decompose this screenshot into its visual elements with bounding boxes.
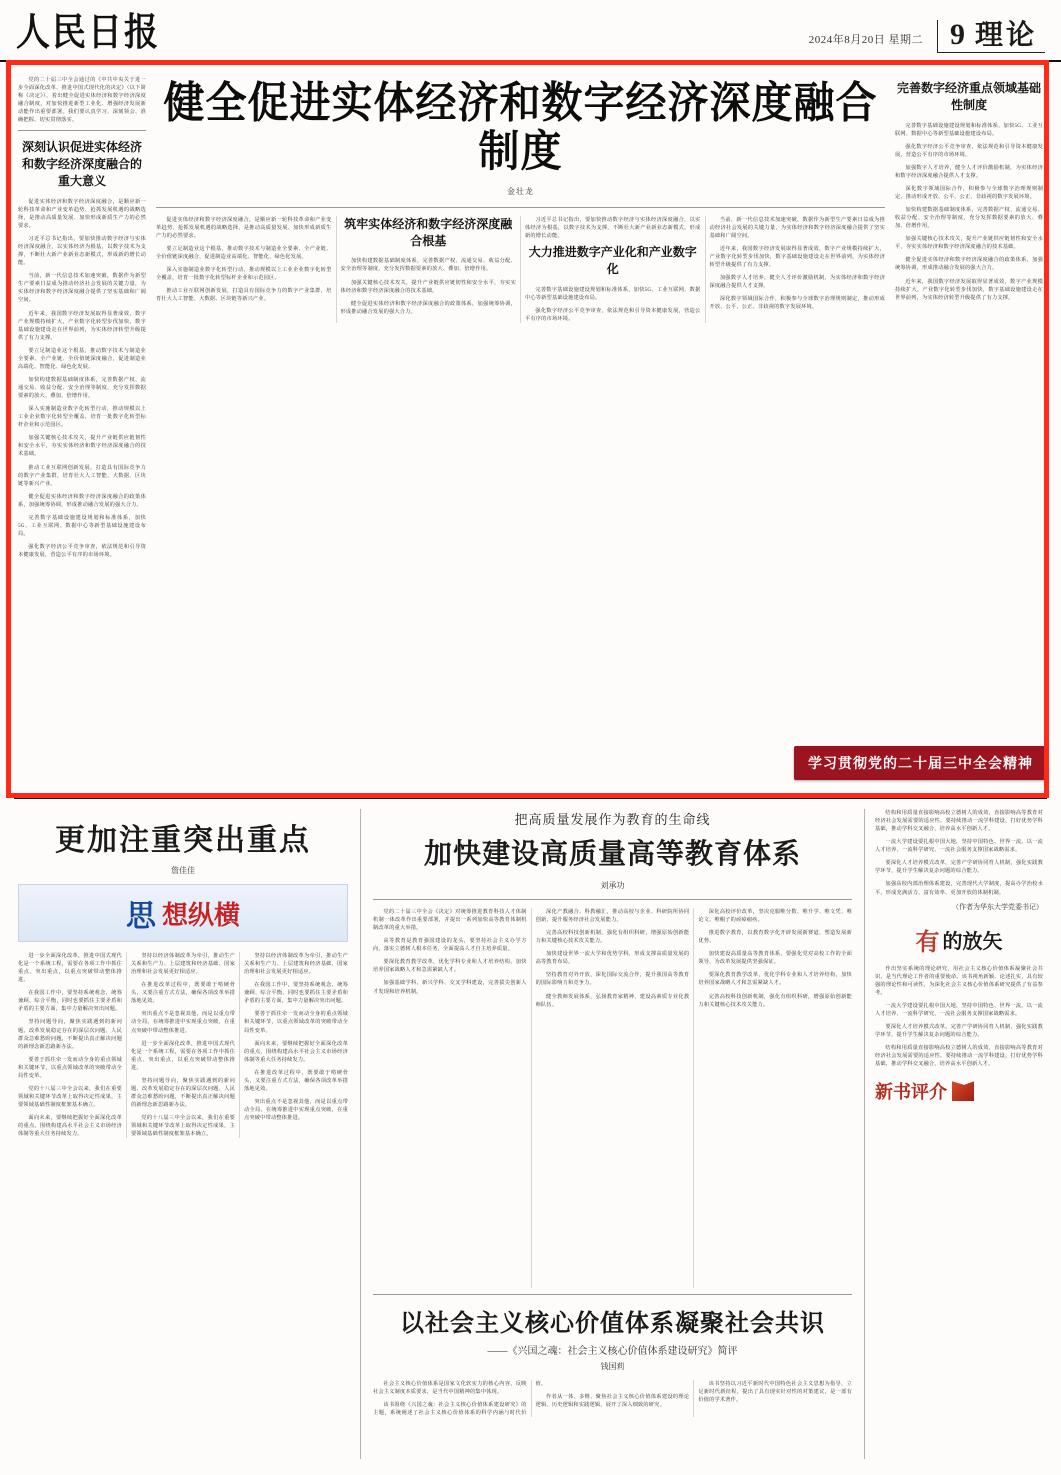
column-badge-xinshupingjie <box>875 1078 1043 1104</box>
badge-char-red: 有 <box>915 926 940 956</box>
column-logo-part2: 想纵横 <box>161 900 240 931</box>
bottom-mid-subtitle-2: ——《兴国之魂：社会主义核心价值体系建设研究》简评 <box>487 1346 738 1357</box>
bottom-right-column <box>864 809 1043 1459</box>
section-title-3: 大力推进数字产业化和产业数字化 <box>528 245 697 276</box>
masthead-right <box>809 20 1045 56</box>
campaign-banner: 学习贯彻党的二十届三中全会精神 <box>794 746 1047 780</box>
top-article-main-column <box>156 76 885 788</box>
bottom-mid-text-2: 社会主义核心价值体系是国家文化软实力的核心内容，反映社会主义制度本质要求，是当代中国精神的集中体现。 该书围绕《兴国之魂：社会主义核心价值体系建设研究》的主题，系统阐述了社会主义核心价值体系的科学内涵与时代价值。 作者从一体、多维、聚焦社会主义核心价值体系建设的理论逻辑、历史逻辑和实践逻辑，展开了深入细致的研究。 该书坚持以习近平新时代中国特色社会主义思想为指导，立足新时代新征程，提出了具有现实针对性的对策建议，是一部有价值的学术著作。 <box>373 1381 852 1417</box>
main-body-text: 完善数字基础设施建设规划和标准体系，加快5G、工业互联网、数据中心等新型基础设施建设布局。 强化数字经济公平竞争审查，依法规范和引导资本健康发展，营造公平有序的市场环境。 当前，新一代信息技术加速突破，数据作为新型生产要素日益成为推动经济社会发展的关键力量，为实体经济和数字经济深度融合提供了坚实基础和广阔空间。 近年来，我国数字经济发展取得显著成效，数字产业规模持续扩大，产业数字化转型步伐加快，数字基础设施建设走在世界前列，为实体经济转型升级提供了有力支撑。 加强数字人才培养，健全人才评价激励机制，为实体经济和数字经济深度融合提供人才支撑。 深化数字领域国际合作，积极参与全球数字治理规则制定，推动形成开放、公平、公正、非歧视的数字发展环境。 <box>525 216 885 322</box>
divider <box>373 899 852 900</box>
byline: 金壮龙 <box>507 186 534 196</box>
page-number: 9 <box>949 18 965 51</box>
column-logo-part1: 思 <box>125 899 156 934</box>
bottom-left-article <box>18 809 348 1459</box>
bottom-mid-byline: 刘承功 <box>600 881 625 890</box>
section-title-1: 深刻认识促进实体经济和数字经济深度融合的重大意义 <box>21 140 142 188</box>
bottom-left-title: 更加注重突出重点 <box>55 823 311 858</box>
divider <box>18 130 146 131</box>
masthead <box>0 0 1061 62</box>
bottom-mid-articles <box>360 809 852 1459</box>
top-article <box>0 62 1061 798</box>
bottom-section <box>0 799 1061 1471</box>
bottom-left-text: 进一步全面深化改革，推进中国式现代化是一个系统工程，需要在各项工作中抓住重点、突出重点，以重点突破带动整体推进。 在我国工作中，要坚持系统观念，统筹兼顾、综合平衡，同时也要抓住主要矛盾和矛盾的主要方面，集中力量解决突出问题。 坚持问题导向，聚焦实践遇到的新问题、改革发展稳定存在的深层次问题、人民群众急难愁盼问题，不断提出真正解决问题的新理念新思路新办法。 要善于抓住牵一发而动全身的重点领域和关键环节，以重点领域改革的突破带动全局性变革。 党的十八届三中全会以来，我们在重要领域和关键环节改革上取得决定性成果，主要领域基础性制度框架基本确立。 面向未来，要继续把握好全面深化改革的重点，围绕构建高水平社会主义市场经济体制等重大任务持续发力。 坚持以经济体制改革为牵引，推动生产关系和生产力、上层建筑和经济基础、国家治理和社会发展更好相适应。 在推进改革过程中，既要敢于啃硬骨头，又要注重方式方法，确保各项改革举措落地见效。 突出重点不是忽视其他，而是以重点带动全局，在统筹推进中实现重点突破，在重点突破中带动整体推进。 进一步全面深化改革，推进中国式现代化是一个系统工程，需要在各项工作中抓住重点、突出重点，以重点突破带动整体推进。 坚持问题导向，聚焦实践遇到的新问题、改革发展稳定存在的深层次问题、人民群众急难愁盼问题，不断提出真正解决问题的新理念新思路新办法。 党的十八届三中全会以来，我们在重要领域和关键环节改革上取得决定性成果，主要领域基础性制度框架基本确立。 坚持以经济体制改革为牵引，推动生产关系和生产力、上层建筑和经济基础、国家治理和社会发展更好相适应。 在我国工作中，要坚持系统观念，统筹兼顾、综合平衡，同时也要抓住主要矛盾和矛盾的主要方面，集中力量解决突出问题。 要善于抓住牵一发而动全身的重点领域和关键环节，以重点领域改革的突破带动全局性变革。 面向未来，要继续把握好全面深化改革的重点，围绕构建高水平社会主义市场经济体制等重大任务持续发力。 在推进改革过程中，既要敢于啃硬骨头，又要注重方式方法，确保各项改革举措落地见效。 突出重点不是忽视其他，而是以重点带动全局，在统筹推进中实现重点突破，在重点突破中带动整体推进。 <box>18 953 348 1138</box>
bottom-left-body <box>18 952 348 1138</box>
bottom-left-byline: 詹佳佳 <box>171 866 195 875</box>
bottom-mid-body-2 <box>373 1380 852 1417</box>
left-column-body: 促进实体经济和数字经济深度融合，是顺应新一轮科技革命和产业变革趋势、抢抓发展机遇的战略选择，是推动高质量发展、加快形成新质生产力的必然要求。 习近平总书记指出，要加快推动数字经济与实体经济深度融合，以实体经济为根基，以数字技术为支撑，不断壮大新产业新业态新模式，形成新的增长动能。 当前，新一代信息技术加速突破，数据作为新型生产要素日益成为推动经济社会发展的关键力量，为实体经济和数字经济深度融合提供了坚实基础和广阔空间。 近年来，我国数字经济发展取得显著成效，数字产业规模持续扩大，产业数字化转型步伐加快，数字基础设施建设走在世界前列，为实体经济转型升级提供了有力支撑。 要立足制造业这个根基，推动数字技术与制造业全要素、全产业链、全价值链深度融合，促进制造业高端化、智能化、绿色化发展。 加快构建数据基础制度体系，完善数据产权、流通交易、收益分配、安全治理等制度，充分发挥数据要素的放大、叠加、倍增作用。 深入实施制造业数字化转型行动，推动规模以上工业企业数字化转型全覆盖，培育一批数字化转型标杆企业和示范园区。 加强关键核心技术攻关，提升产业链供应链韧性和安全水平，夯实实体经济和数字经济深度融合的技术基础。 推动工业互联网创新发展，打造具有国际竞争力的数字产业集群，培育壮大人工智能、大数据、区块链等新兴产业。 健全促进实体经济和数字经济深度融合的政策体系，加强统筹协调，形成推动融合发展的强大合力。 完善数字基础设施建设规划和标准体系，加快5G、工业互联网、数据中心等新型基础设施建设布局。 强化数字经济公平竞争审查，依法规范和引导资本健康发展，营造公平有序的市场环境。 <box>18 198 146 559</box>
bottom-right-text: 结构和用质量直接影响高校立德树人的成效，直接影响高等教育对经济社会发展需要的适应性。要持续推动一流学科建设，打好优势学科基础，推动学科交叉融合，培养高水平创新人才。 一流大学建设要扎根中国大地，坚持中国特色、世界一流，以一流人才培养、一流科学研究、一流社会服务支撑国家战略需求。 要深化人才培养模式改革，完善产学研协同育人机制，强化实践教学环节，提升学生解决复杂问题的综合能力。 加强高校内部治理体系建设，完善现代大学制度，提高办学治校水平，形成充满活力、富有效率、更加开放的体制机制。 <box>875 810 1043 896</box>
section-title-2: 筑牢实体经济和数字经济深度融合根基 <box>344 216 513 248</box>
divider <box>156 207 885 208</box>
column-logo-sixiangzonghen <box>18 884 348 942</box>
top-article-left-column <box>18 76 146 788</box>
badge-char-black: 的放矢 <box>942 930 1003 953</box>
issue-date: 2024年8月20日 星期二 <box>808 34 923 46</box>
lead-note: 党的二十届三中全会通过的《中共中央关于进一步全面深化改革、推进中国式现代化的决定》（以下简称《决定》），着出健全促进实体经济和数字经济深度融合制度，对加快推进新型工业化、增强经济发展新动能作出重要部署。我们要认真学习、深刻领会、准确把握、切实贯彻落实。 <box>18 77 146 124</box>
bottom-mid-text: 党的二十届三中全会《决定》对统筹推进教育科技人才体制机制一体改革作出重要部署，并提出一系列加快高等教育体制机制改革的重大举措。 高等教育是教育强国建设的龙头，要坚持社会主义办学方向，落实立德树人根本任务，全面提高人才自主培养质量。 要深化教育教学改革，优化学科专业和人才培养结构，加快培养国家战略人才和急需紧缺人才。 加强基础学科、新兴学科、交叉学科建设，完善拔尖创新人才发现和培养机制。 深化产教融合、科教融汇，推动高校与企业、科研院所协同创新，提升服务经济社会发展能力。 完善高校科技创新机制，强化有组织科研，增强原始创新能力和关键核心技术攻关能力。 加快建设世界一流大学和优势学科，形成支撑高质量发展的高等教育布局。 坚持教育对外开放，深化国际交流合作，提升我国高等教育的国际影响力和竞争力。 健全教师发展体系，弘扬教育家精神，建设高素质专业化教师队伍。 深化高校评价改革，坚决克服唯分数、唯升学、唯文凭、唯论文、唯帽子的顽瘴痼疾。 推进数字教育，以教育数字化开辟发展新赛道、塑造发展新优势。 加快建设高质量高等教育体系，要强化党对高校工作的全面领导，为改革发展提供坚强保证。 要深化教育教学改革，优化学科专业和人才培养结构，加快培养国家战略人才和急需紧缺人才。 完善高校科技创新机制，强化有组织科研，增强原始创新能力和关键核心技术攻关能力。 <box>373 909 852 1008</box>
right-column-body: 完善数字基础设施建设规划和标准体系，加快5G、工业互联网、数据中心等新型基础设施建设布局。 强化数字经济公平竞争审查，依法规范和引导资本健康发展，营造公平有序的市场环境。 加强数字人才培养，健全人才评价激励机制，为实体经济和数字经济深度融合提供人才支撑。 深化数字领域国际合作，积极参与全球数字治理规则制定，推动形成开放、公平、公正、非歧视的数字发展环境。 加快构建数据基础制度体系，完善数据产权、流通交易、收益分配、安全治理等制度，充分发挥数据要素的放大、叠加、倍增作用。 加强关键核心技术攻关，提升产业链供应链韧性和安全水平，夯实实体经济和数字经济深度融合的技术基础。 健全促进实体经济和数字经济深度融合的政策体系，加强统筹协调，形成推动融合发展的强大合力。 近年来，我国数字经济发展取得显著成效，数字产业规模持续扩大，产业数字化转型步伐加快，数字基础设施建设走在世界前列，为实体经济转型升级提供了有力支撑。 <box>895 122 1043 301</box>
bottom-mid-title: 加快建设高质量高等教育体系 <box>423 837 801 870</box>
main-body-text: 加快构建数据基础制度体系，完善数据产权、流通交易、收益分配、安全治理等制度，充分发挥数据要素的放大、叠加、倍增作用。 加强关键核心技术攻关，提升产业链供应链韧性和安全水平，夯实实体经济和数字经济深度融合的技术基础。 健全促进实体经济和数字经济深度融合的政策体系，加强统筹协调，形成推动融合发展的强大合力。 习近平总书记指出，要加快推动数字经济与实体经济深度融合，以实体经济为根基，以数字技术为支撑，不断壮大新产业新业态新模式，形成新的增长动能。 <box>340 216 701 315</box>
section-title-4: 完善数字经济重点领域基础性制度 <box>896 81 1041 112</box>
bottom-mid-byline-2: 钱国莉 <box>600 1362 625 1371</box>
column-badge-youdefangshi <box>875 922 1043 957</box>
main-body-columns <box>156 216 885 323</box>
bottom-mid-kicker: 把高质量发展作为教育的生命线 <box>514 812 711 827</box>
section-name: 理论 <box>974 20 1037 51</box>
bottom-mid-body <box>373 908 852 1288</box>
book-icon <box>952 1081 974 1101</box>
bottom-mid-title-2: 以社会主义核心价值体系凝聚社会共识 <box>400 1308 825 1337</box>
top-article-right-column <box>895 76 1043 788</box>
bottom-right-text-2: 作出坚实系统的理论研究，用社会主义核心价值体系凝聚社会共识，是当代理论工作者的重要使命。该书视角新颖、论述扎实，具有较强的理论性和可读性，为深化社会主义核心价值体系研究提供了有益参考。 一流大学建设要扎根中国大地，坚持中国特色、世界一流，以一流人才培养、一流科学研究、一流社会服务支撑国家战略需求。 要深化人才培养模式改革，完善产学研协同育人机制，强化实践教学环节，提升学生解决复杂问题的综合能力。 结构和用质量直接影响高校立德树人的成效，直接影响高等教育对经济社会发展需要的适应性。要持续推动一流学科建设，打好优势学科基础，推动学科交叉融合，培养高水平创新人才。 <box>875 965 1043 1068</box>
page-title: 健全促进实体经济和数字经济深度融合制度 <box>163 77 878 177</box>
divider <box>373 1294 852 1295</box>
page-indicator <box>937 20 1045 53</box>
bottom-mid-footer-signature: （作者为华东大学党委书记） <box>952 902 1043 911</box>
newspaper-logo: 人民日报 <box>16 10 160 55</box>
main-body-text: 促进实体经济和数字经济深度融合，是顺应新一轮科技革命和产业变革趋势、抢抓发展机遇的战略选择，是推动高质量发展、加快形成新质生产力的必然要求。 要立足制造业这个根基，推动数字技术与制造业全要素、全产业链、全价值链深度融合，促进制造业高端化、智能化、绿色化发展。 深入实施制造业数字化转型行动，推动规模以上工业企业数字化转型全覆盖，培育一批数字化转型标杆企业和示范园区。 推动工业互联网创新发展，打造具有国际竞争力的数字产业集群，培育壮大人工智能、大数据、区块链等新兴产业。 <box>156 216 332 303</box>
book-badge-label: 新书评介 <box>875 1082 947 1104</box>
